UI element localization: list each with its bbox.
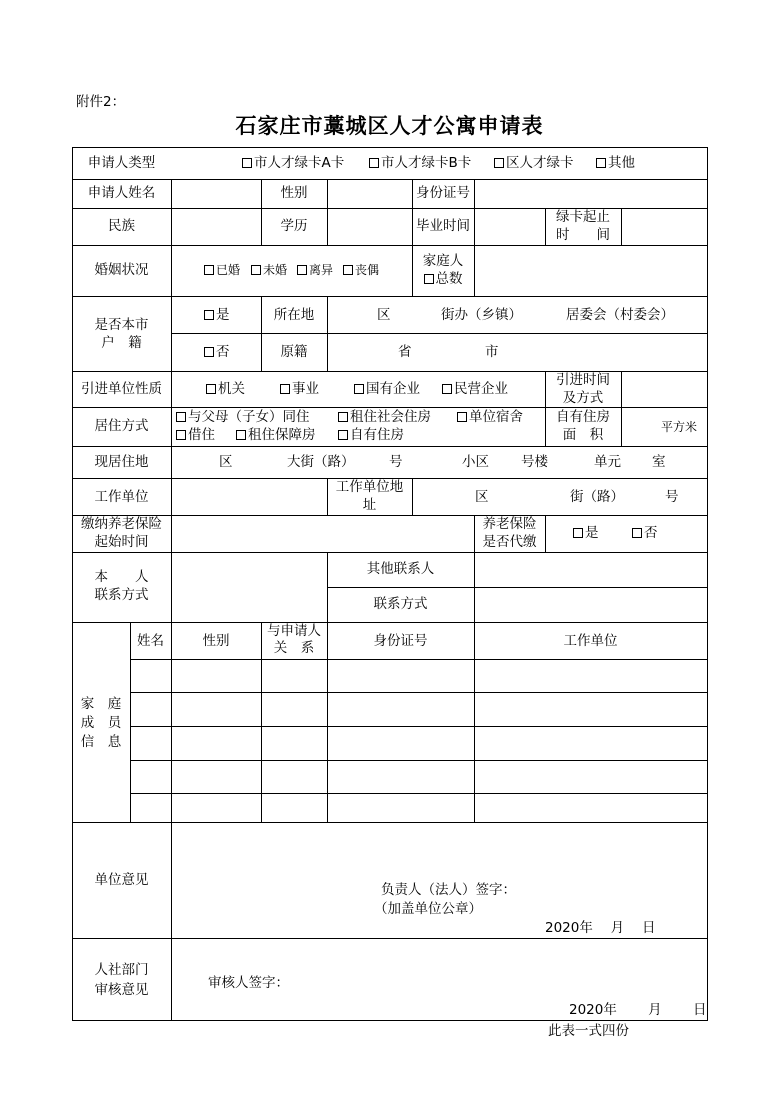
unit-opinion-label: 单位意见 [94, 872, 149, 888]
checkbox-icon [369, 158, 379, 168]
education-label: 学历 [280, 218, 308, 234]
address-unit: 单元 [594, 454, 621, 470]
residence-rent-social[interactable]: 租住社会住房 [338, 409, 431, 426]
work-address-label-1: 工作单位地 [335, 479, 404, 495]
family-label-3: 信 息 [80, 734, 122, 750]
hukou-label-1: 是否本市 [94, 317, 149, 333]
hukou-yes[interactable]: 是 [204, 307, 230, 324]
type-option-district[interactable]: 区人才绿卡 [494, 155, 574, 172]
origin-city: 市 [485, 344, 499, 360]
marriage-label: 婚姻状况 [94, 262, 149, 278]
unit-state-owned[interactable]: 国有企业 [354, 381, 420, 398]
residence-dorm[interactable]: 单位宿舍 [457, 409, 523, 426]
checkbox-icon [354, 384, 364, 394]
checkbox-icon [236, 430, 246, 440]
intro-label-2: 及方式 [562, 390, 604, 406]
checkbox-icon [242, 158, 252, 168]
checkbox-icon [280, 384, 290, 394]
checkbox-icon [251, 265, 261, 275]
family-header-work: 工作单位 [563, 633, 618, 649]
pension-no[interactable]: 否 [632, 525, 658, 542]
card-period-label-2: 时 间 [556, 227, 610, 243]
address-street: 大街（路） [287, 454, 355, 470]
hukou-no[interactable]: 否 [204, 344, 230, 361]
family-total-label-1: 家庭人 [422, 253, 464, 269]
marriage-divorced[interactable]: 离异 [297, 262, 333, 279]
marriage-married[interactable]: 已婚 [204, 262, 240, 279]
hukou-committee: 居委会（村委会） [566, 307, 674, 323]
checkbox-icon [442, 384, 452, 394]
pension-question-1: 养老保险 [482, 516, 537, 532]
family-label-1: 家 庭 [80, 696, 122, 712]
hr-opinion-label-1: 人社部门 [94, 962, 149, 978]
contact-method-label: 联系方式 [373, 596, 428, 612]
checkbox-icon [343, 265, 353, 275]
pension-label-2: 起始时间 [94, 534, 149, 550]
unit-opinion-stamp: （加盖单位公章） [374, 901, 482, 917]
address-label: 现居住地 [94, 454, 149, 470]
residence-with-family[interactable]: 与父母（子女）同住 [176, 409, 310, 426]
checkbox-icon [596, 158, 606, 168]
work-number: 号 [665, 489, 679, 505]
checkbox-icon [632, 528, 642, 538]
work-district: 区 [475, 489, 489, 505]
marriage-single[interactable]: 未婚 [251, 262, 287, 279]
checkbox-icon [176, 430, 186, 440]
residence-rent-protected[interactable]: 租住保障房 [236, 427, 316, 444]
ethnic-label: 民族 [108, 218, 135, 234]
pension-question-2: 是否代缴 [482, 534, 537, 550]
footer-note: 此表一式四份 [548, 1023, 629, 1039]
contact-label-2: 联系方式 [94, 587, 149, 603]
hr-opinion-sign: 审核人签字： [208, 975, 289, 991]
address-number: 号 [389, 454, 403, 470]
page-title: 石家庄市藁城区人才公寓申请表 [235, 113, 544, 138]
hukou-street: 街办（乡镇） [441, 307, 522, 323]
own-area-label-1: 自有住房 [556, 409, 610, 425]
type-option-b[interactable]: 市人才绿卡B卡 [369, 155, 471, 172]
type-option-other[interactable]: 其他 [596, 155, 635, 172]
unit-opinion-date: 2020年 月 日 [545, 920, 656, 936]
family-header-id: 身份证号 [373, 633, 428, 649]
checkbox-icon [338, 430, 348, 440]
type-option-a[interactable]: 市人才绿卡A卡 [242, 155, 344, 172]
checkbox-icon [494, 158, 504, 168]
checkbox-icon [204, 347, 214, 357]
attachment-label: 附件2： [76, 94, 126, 110]
marriage-widowed[interactable]: 丧偶 [343, 262, 379, 279]
address-district: 区 [219, 454, 233, 470]
origin-province: 省 [398, 344, 412, 360]
work-address-label-2: 址 [362, 497, 377, 513]
graduation-label: 毕业时间 [416, 218, 470, 234]
other-contact-label: 其他联系人 [366, 561, 435, 577]
residence-label: 居住方式 [94, 418, 149, 434]
unit-institution[interactable]: 事业 [280, 381, 319, 398]
residence-borrow[interactable]: 借住 [176, 427, 215, 444]
intro-label-1: 引进时间 [556, 372, 610, 388]
location-label: 所在地 [273, 307, 315, 323]
hukou-district: 区 [377, 307, 391, 323]
checkbox-icon [573, 528, 583, 538]
own-area-label-2: 面 积 [562, 427, 604, 443]
family-label-2: 成 员 [80, 715, 122, 731]
origin-label: 原籍 [280, 344, 308, 360]
applicant-type-label: 申请人类型 [87, 155, 156, 171]
address-room: 室 [652, 454, 666, 470]
checkbox-icon [204, 265, 214, 275]
unit-private[interactable]: 民营企业 [442, 381, 508, 398]
pension-yes[interactable]: 是 [573, 525, 599, 542]
checkbox-icon [176, 412, 186, 422]
card-period-label-1: 绿卡起止 [556, 209, 610, 225]
checkbox-icon [424, 274, 434, 284]
family-header-relation: 与申请人关 系 [267, 623, 321, 656]
family-header-gender: 性别 [202, 633, 230, 649]
address-building: 号楼 [521, 454, 548, 470]
unit-nature-label: 引进单位性质 [81, 381, 162, 397]
area-unit: 平方米 [661, 420, 698, 434]
pension-label-1: 缴纳养老保险 [81, 516, 162, 532]
unit-opinion-sign: 负责人（法人）签字： [381, 882, 516, 898]
checkbox-icon [457, 412, 467, 422]
checkbox-icon [297, 265, 307, 275]
hr-opinion-date: 2020年 月 日 [569, 1002, 707, 1018]
work-label: 工作单位 [94, 489, 149, 505]
work-street: 街（路） [570, 489, 624, 505]
gender-label: 性别 [280, 185, 308, 201]
address-community: 小区 [462, 454, 489, 470]
hukou-label-2: 户 籍 [101, 335, 142, 351]
checkbox-icon [338, 412, 348, 422]
id-label: 身份证号 [416, 185, 470, 201]
name-label: 申请人姓名 [87, 185, 156, 201]
checkbox-icon [204, 310, 214, 320]
family-total-label-2: 总数 [412, 271, 474, 288]
checkbox-icon [206, 384, 216, 394]
residence-own[interactable]: 自有住房 [338, 427, 404, 444]
unit-gov[interactable]: 机关 [206, 381, 245, 398]
contact-label-1: 本 人 [94, 569, 149, 585]
family-header-name: 姓名 [137, 633, 164, 649]
hr-opinion-label-2: 审核意见 [94, 982, 149, 998]
